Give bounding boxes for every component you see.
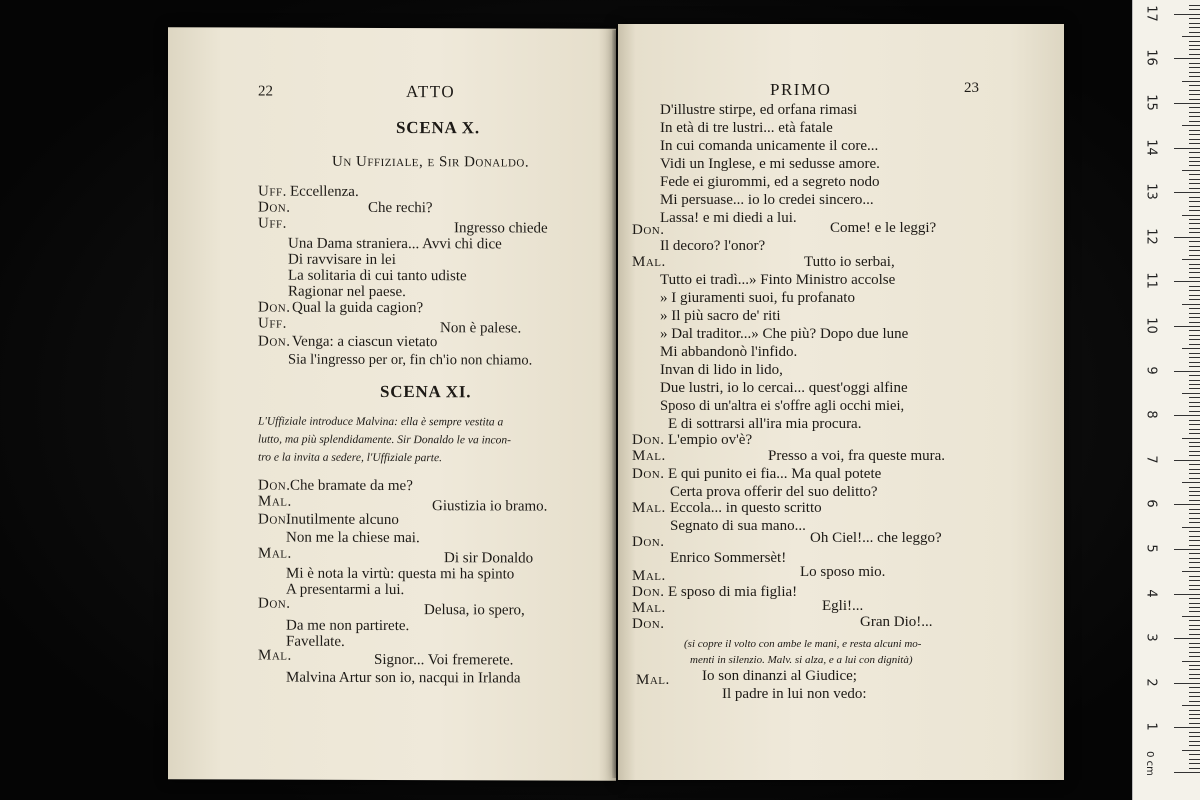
ruler-tick <box>1189 313 1200 314</box>
verse-line: Mi persuase... io lo credei sincero... <box>660 192 874 208</box>
ruler-tick <box>1189 72 1200 73</box>
verse-line: Venga: a ciascun vietato <box>292 333 438 351</box>
ruler-tick <box>1189 495 1200 496</box>
verse-line: Lo sposo mio. <box>800 564 886 580</box>
ruler-tick <box>1189 219 1200 220</box>
ruler-tick <box>1182 36 1200 37</box>
ruler-tick <box>1189 607 1200 608</box>
ruler-tick <box>1189 99 1200 100</box>
verse-line: La solitaria di cui tanto udiste <box>288 267 467 285</box>
ruler-tick <box>1182 661 1200 662</box>
ruler-tick <box>1189 388 1200 389</box>
ruler-tick <box>1189 478 1200 479</box>
ruler-tick <box>1189 272 1200 273</box>
ruler-tick <box>1189 330 1200 331</box>
ruler-tick <box>1189 317 1200 318</box>
verse-line: Gran Dio!... <box>860 614 933 630</box>
ruler-tick <box>1189 183 1200 184</box>
ruler-tick <box>1189 139 1200 140</box>
scene-xi-title: SCENA XI. <box>380 381 472 402</box>
verse-line: Qual la guida cagion? <box>292 299 424 317</box>
ruler-tick <box>1182 170 1200 171</box>
ruler-tick <box>1189 299 1200 300</box>
stage-direction: lutto, ma più splendidamente. Sir Donaldo le va incon- <box>258 433 511 447</box>
ruler-tick <box>1189 718 1200 719</box>
verse-line: Enrico Sommersèt! <box>670 550 787 566</box>
left-page-number: 22 <box>258 83 273 100</box>
ruler-tick <box>1189 116 1200 117</box>
ruler-tick <box>1189 500 1200 501</box>
ruler-tick <box>1189 625 1200 626</box>
speaker-label: Don. <box>258 511 291 528</box>
ruler-tick <box>1189 567 1200 568</box>
verse-line: Mi abbandonò l'infido. <box>660 344 798 360</box>
speaker-label: Don. <box>258 199 291 216</box>
speaker-label: Uff. <box>258 183 287 200</box>
ruler-tick <box>1174 504 1200 505</box>
ruler-cm-label: 15 <box>1143 94 1159 111</box>
speaker-label: Mal. <box>258 647 292 664</box>
ruler-tick <box>1189 491 1200 492</box>
speaker-label: Don. <box>632 222 665 238</box>
ruler-cm-label: 4 <box>1143 588 1159 598</box>
ruler-tick <box>1189 335 1200 336</box>
right-page <box>618 24 1064 780</box>
ruler-cm-label: 8 <box>1143 410 1159 419</box>
ruler-tick <box>1189 736 1200 737</box>
verse-line: Oh Ciel!... che leggo? <box>810 530 942 546</box>
verse-line: Una Dama straniera... Avvi chi dice <box>288 235 502 253</box>
ruler-tick <box>1189 732 1200 733</box>
ruler-tick <box>1182 571 1200 572</box>
ruler-tick <box>1189 188 1200 189</box>
ruler-tick <box>1189 513 1200 514</box>
stage-direction: menti in silenzio. Malv. si alza, e a lui con dignità) <box>690 654 913 666</box>
ruler-tick <box>1174 460 1200 461</box>
verse-line: Eccola... in questo scritto <box>670 500 822 516</box>
ruler-tick <box>1189 580 1200 581</box>
ruler-tick <box>1189 366 1200 367</box>
ruler-tick <box>1189 402 1200 403</box>
verse-line: Vidi un Inglese, e mi sedusse amore. <box>660 156 880 172</box>
stage-direction: tro e la invita a sedere, l'Uffiziale parte. <box>258 451 442 465</box>
verse-line: In cui comanda unicamente il core... <box>660 138 879 154</box>
ruler-tick <box>1189 406 1200 407</box>
ruler-cm-label: 9 <box>1143 365 1159 375</box>
verse-line: E qui punito ei fia... Ma qual potete <box>668 466 882 482</box>
ruler-cm-label: 3 <box>1143 633 1159 642</box>
left-running-head: ATTO <box>406 82 456 102</box>
ruler-tick <box>1189 634 1200 635</box>
ruler-tick <box>1189 424 1200 425</box>
verse-line: Che rechi? <box>368 199 433 217</box>
ruler-tick <box>1174 638 1200 639</box>
verse-line: Egli!... <box>822 598 864 614</box>
ruler-tick <box>1189 241 1200 242</box>
ruler-tick <box>1189 362 1200 363</box>
ruler-cm-label: 16 <box>1143 49 1159 67</box>
ruler-tick <box>1189 763 1200 764</box>
measuring-ruler <box>1132 0 1200 800</box>
speaker-label: Mal. <box>258 493 292 510</box>
ruler-tick <box>1189 67 1200 68</box>
ruler-tick <box>1189 455 1200 456</box>
ruler-tick <box>1189 179 1200 180</box>
ruler-tick <box>1182 438 1200 439</box>
ruler-tick <box>1182 81 1200 82</box>
speaker-label: Mal. <box>632 254 666 270</box>
ruler-tick <box>1189 464 1200 465</box>
ruler-tick <box>1189 759 1200 760</box>
ruler-tick <box>1189 63 1200 64</box>
ruler-tick <box>1189 509 1200 510</box>
speaker-label: Mal. <box>632 568 666 584</box>
verse-line: Mi è nota la virtù: questa mi ha spinto <box>286 565 515 583</box>
ruler-tick <box>1189 375 1200 376</box>
ruler-tick <box>1189 290 1200 291</box>
ruler-tick <box>1189 223 1200 224</box>
ruler-tick <box>1189 268 1200 269</box>
verse-line: Due lustri, io lo cercai... quest'oggi alfine <box>660 380 908 396</box>
ruler-tick <box>1189 94 1200 95</box>
ruler-tick <box>1189 678 1200 679</box>
ruler-tick <box>1189 174 1200 175</box>
verse-line: Invan di lido in lido, <box>660 362 783 378</box>
ruler-tick <box>1189 32 1200 33</box>
ruler-tick <box>1174 237 1200 238</box>
verse-line: Che bramate da me? <box>290 477 413 495</box>
ruler-tick <box>1189 308 1200 309</box>
right-page-number: 23 <box>964 80 979 96</box>
ruler-tick <box>1189 206 1200 207</box>
ruler-tick <box>1189 76 1200 77</box>
verse-line: Ingresso chiede <box>454 220 548 237</box>
ruler-tick <box>1182 304 1200 305</box>
ruler-tick <box>1189 647 1200 648</box>
ruler-tick <box>1189 264 1200 265</box>
verse-line: Inutilmente alcuno <box>286 511 399 529</box>
verse-line: Signor... Voi fremerete. <box>374 651 514 669</box>
ruler-cm-label: 5 <box>1143 544 1159 553</box>
ruler-tick <box>1174 415 1200 416</box>
ruler-tick <box>1174 148 1200 149</box>
ruler-tick <box>1189 107 1200 108</box>
ruler-tick <box>1189 152 1200 153</box>
ruler-cm-label: 12 <box>1143 228 1159 245</box>
ruler-cm-label: 2 <box>1143 678 1159 687</box>
ruler-tick <box>1189 121 1200 122</box>
speaker-label: Don. <box>632 584 665 600</box>
ruler-tick <box>1189 576 1200 577</box>
verse-line: » I giuramenti suoi, fu profanato <box>660 290 855 306</box>
ruler-tick <box>1189 562 1200 563</box>
ruler-tick <box>1189 620 1200 621</box>
ruler-tick <box>1189 197 1200 198</box>
verse-line: Tutto io serbai, <box>804 254 895 270</box>
ruler-tick <box>1189 522 1200 523</box>
ruler-tick <box>1189 585 1200 586</box>
ruler-tick <box>1189 656 1200 657</box>
ruler-tick <box>1189 696 1200 697</box>
ruler-tick <box>1182 215 1200 216</box>
ruler-tick <box>1189 54 1200 55</box>
verse-line: Non è palese. <box>440 320 522 337</box>
ruler-tick <box>1189 598 1200 599</box>
ruler-tick <box>1189 710 1200 711</box>
ruler-tick <box>1189 357 1200 358</box>
speaker-label: Don. <box>632 534 665 550</box>
ruler-tick <box>1182 616 1200 617</box>
verse-line: Sposo di un'altra ei s'offre agli occhi miei, <box>660 398 905 414</box>
ruler-tick <box>1174 14 1200 15</box>
ruler-unit-label: 0 cm <box>1143 751 1155 776</box>
ruler-tick <box>1189 611 1200 612</box>
speaker-label: Mal. <box>632 448 666 464</box>
ruler-tick <box>1189 540 1200 541</box>
verse-line: Malvina Artur son io, nacqui in Irlanda <box>286 669 521 687</box>
verse-line: Non me la chiese mai. <box>286 529 420 547</box>
ruler-tick <box>1189 232 1200 233</box>
speaker-label: Don. <box>632 466 665 482</box>
ruler-tick <box>1189 553 1200 554</box>
verse-line: Delusa, io spero, <box>424 602 525 619</box>
ruler-tick <box>1189 643 1200 644</box>
ruler-tick <box>1174 326 1200 327</box>
speaker-label: Don. <box>632 616 665 632</box>
stage-direction: L'Uffiziale introduce Malvina: ella è sempre vestita a <box>258 415 504 429</box>
verse-line: A presentarmi a lui. <box>286 581 405 599</box>
ruler-tick <box>1189 429 1200 430</box>
speaker-label: Don. <box>258 299 291 316</box>
ruler-cm-label: 6 <box>1143 499 1159 509</box>
ruler-tick <box>1189 603 1200 604</box>
verse-line: Fede ei giurommi, ed a segreto nodo <box>660 174 880 190</box>
ruler-tick <box>1189 130 1200 131</box>
verse-line: Presso a voi, fra queste mura. <box>768 448 946 464</box>
ruler-tick <box>1189 741 1200 742</box>
ruler-tick <box>1189 384 1200 385</box>
verse-line: Da me non partirete. <box>286 617 410 635</box>
ruler-tick <box>1189 669 1200 670</box>
ruler-cm-label: 17 <box>1143 5 1159 22</box>
ruler-tick <box>1189 701 1200 702</box>
ruler-tick <box>1189 5 1200 6</box>
verse-line: » Il più sacro de' riti <box>660 308 781 324</box>
ruler-tick <box>1182 125 1200 126</box>
verse-line: Come! e le leggi? <box>830 220 937 236</box>
ruler-tick <box>1189 277 1200 278</box>
ruler-tick <box>1182 348 1200 349</box>
verse-line: Io son dinanzi al Giudice; <box>702 668 857 684</box>
ruler-tick <box>1189 473 1200 474</box>
ruler-cm-label: 13 <box>1143 183 1159 200</box>
right-running-head: PRIMO <box>770 80 832 99</box>
verse-line: Il decoro? l'onor? <box>660 238 766 254</box>
ruler-tick <box>1174 192 1200 193</box>
verse-line: Il padre in lui non vedo: <box>722 686 867 702</box>
ruler-tick <box>1182 750 1200 751</box>
ruler-cm-label: 7 <box>1143 455 1159 464</box>
ruler-tick <box>1189 112 1200 113</box>
ruler-tick <box>1174 549 1200 550</box>
ruler-tick <box>1189 23 1200 24</box>
ruler-tick <box>1174 58 1200 59</box>
scene-x-title: SCENA X. <box>396 118 480 138</box>
ruler-tick <box>1189 531 1200 532</box>
ruler-tick <box>1189 201 1200 202</box>
left-page <box>168 27 616 781</box>
verse-line: Certa prova offerir del suo delitto? <box>670 484 878 500</box>
ruler-cm-label: 1 <box>1143 722 1159 732</box>
verse-line: » Dal traditor...» Che più? Dopo due lune <box>660 326 909 342</box>
ruler-tick <box>1189 714 1200 715</box>
verse-line: In età di tre lustri... età fatale <box>660 120 833 136</box>
ruler-tick <box>1189 487 1200 488</box>
verse-line: Lassa! e mi diedi a lui. <box>660 210 797 226</box>
verse-line: E di sottrarsi all'ira mia procura. <box>668 416 862 432</box>
ruler-tick <box>1189 745 1200 746</box>
ruler-tick <box>1189 90 1200 91</box>
ruler-tick <box>1189 433 1200 434</box>
ruler-tick <box>1189 295 1200 296</box>
speaker-label: Don. <box>258 595 291 612</box>
speaker-label: Mal. <box>258 545 292 562</box>
ruler-tick <box>1189 629 1200 630</box>
ruler-tick <box>1189 754 1200 755</box>
verse-line: Favellate. <box>286 633 345 650</box>
ruler-tick <box>1189 353 1200 354</box>
verse-line: L'empio ov'è? <box>668 432 753 448</box>
ruler-tick <box>1189 397 1200 398</box>
ruler-tick <box>1189 451 1200 452</box>
ruler-tick <box>1189 442 1200 443</box>
verse-line: Sia l'ingresso per or, fin ch'io non chiamo. <box>288 351 533 369</box>
ruler-tick <box>1189 411 1200 412</box>
verse-line: Ragionar nel paese. <box>288 283 406 301</box>
ruler-tick <box>1189 143 1200 144</box>
ruler-tick <box>1189 210 1200 211</box>
ruler-tick <box>1182 705 1200 706</box>
speaker-label: Mal. <box>632 600 666 616</box>
ruler-tick <box>1189 420 1200 421</box>
ruler-tick <box>1182 259 1200 260</box>
ruler-tick <box>1189 157 1200 158</box>
ruler-tick <box>1182 482 1200 483</box>
ruler-tick <box>1189 665 1200 666</box>
ruler-tick <box>1174 281 1200 282</box>
ruler-tick <box>1189 558 1200 559</box>
ruler-cm-label: 10 <box>1143 317 1159 334</box>
ruler-tick <box>1189 469 1200 470</box>
ruler-tick <box>1189 27 1200 28</box>
ruler-tick <box>1189 674 1200 675</box>
speaker-label: Don. <box>258 477 291 494</box>
ruler-tick <box>1189 380 1200 381</box>
verse-line: Segnato di sua mano... <box>670 518 806 534</box>
ruler-tick <box>1174 727 1200 728</box>
ruler-tick <box>1189 18 1200 19</box>
ruler-tick <box>1189 768 1200 769</box>
ruler-tick <box>1189 228 1200 229</box>
ruler-tick <box>1174 594 1200 595</box>
ruler-tick <box>1174 103 1200 104</box>
speaker-label: Don. <box>258 333 291 350</box>
ruler-tick <box>1174 772 1200 773</box>
scene-x-cast: Un Uffiziale, e Sir Donaldo. <box>332 153 530 171</box>
speaker-label: Uff. <box>258 215 287 232</box>
ruler-tick <box>1189 165 1200 166</box>
verse-line: Giustizia io bramo. <box>432 498 548 515</box>
ruler-tick <box>1189 692 1200 693</box>
ruler-tick <box>1189 45 1200 46</box>
ruler-tick <box>1189 134 1200 135</box>
stage-direction: (si copre il volto con ambe le mani, e resta alcuni mo- <box>684 638 922 650</box>
ruler-tick <box>1189 339 1200 340</box>
ruler-tick <box>1189 49 1200 50</box>
ruler-tick <box>1182 393 1200 394</box>
ruler-tick <box>1189 344 1200 345</box>
verse-line: Tutto ei tradì...» Finto Ministro accolse <box>660 272 896 288</box>
ruler-tick <box>1189 446 1200 447</box>
ruler-tick <box>1189 518 1200 519</box>
ruler-tick <box>1189 723 1200 724</box>
speaker-label: Mal. <box>632 500 666 516</box>
ruler-tick <box>1189 246 1200 247</box>
verse-line: E sposo di mia figlia! <box>668 584 798 600</box>
ruler-cm-label: 11 <box>1143 272 1159 290</box>
ruler-tick <box>1189 545 1200 546</box>
verse-line: Di ravvisare in lei <box>288 251 396 269</box>
speaker-label: Uff. <box>258 315 287 332</box>
ruler-cm-label: 14 <box>1143 138 1159 156</box>
ruler-tick <box>1189 286 1200 287</box>
ruler-tick <box>1189 9 1200 10</box>
speaker-label: Mal. <box>636 672 670 688</box>
ruler-tick <box>1189 250 1200 251</box>
ruler-tick <box>1189 687 1200 688</box>
ruler-tick <box>1189 41 1200 42</box>
ruler-tick <box>1189 536 1200 537</box>
ruler-tick <box>1189 589 1200 590</box>
ruler-tick <box>1189 652 1200 653</box>
ruler-tick <box>1182 527 1200 528</box>
ruler-tick <box>1189 85 1200 86</box>
ruler-tick <box>1189 255 1200 256</box>
ruler-tick <box>1189 322 1200 323</box>
ruler-tick <box>1189 161 1200 162</box>
verse-line: D'illustre stirpe, ed orfana rimasi <box>660 102 858 118</box>
verse-line: Eccellenza. <box>290 183 359 200</box>
ruler-tick <box>1174 683 1200 684</box>
speaker-label: Don. <box>632 432 665 448</box>
ruler-tick <box>1174 371 1200 372</box>
verse-line: Di sir Donaldo <box>444 550 534 567</box>
